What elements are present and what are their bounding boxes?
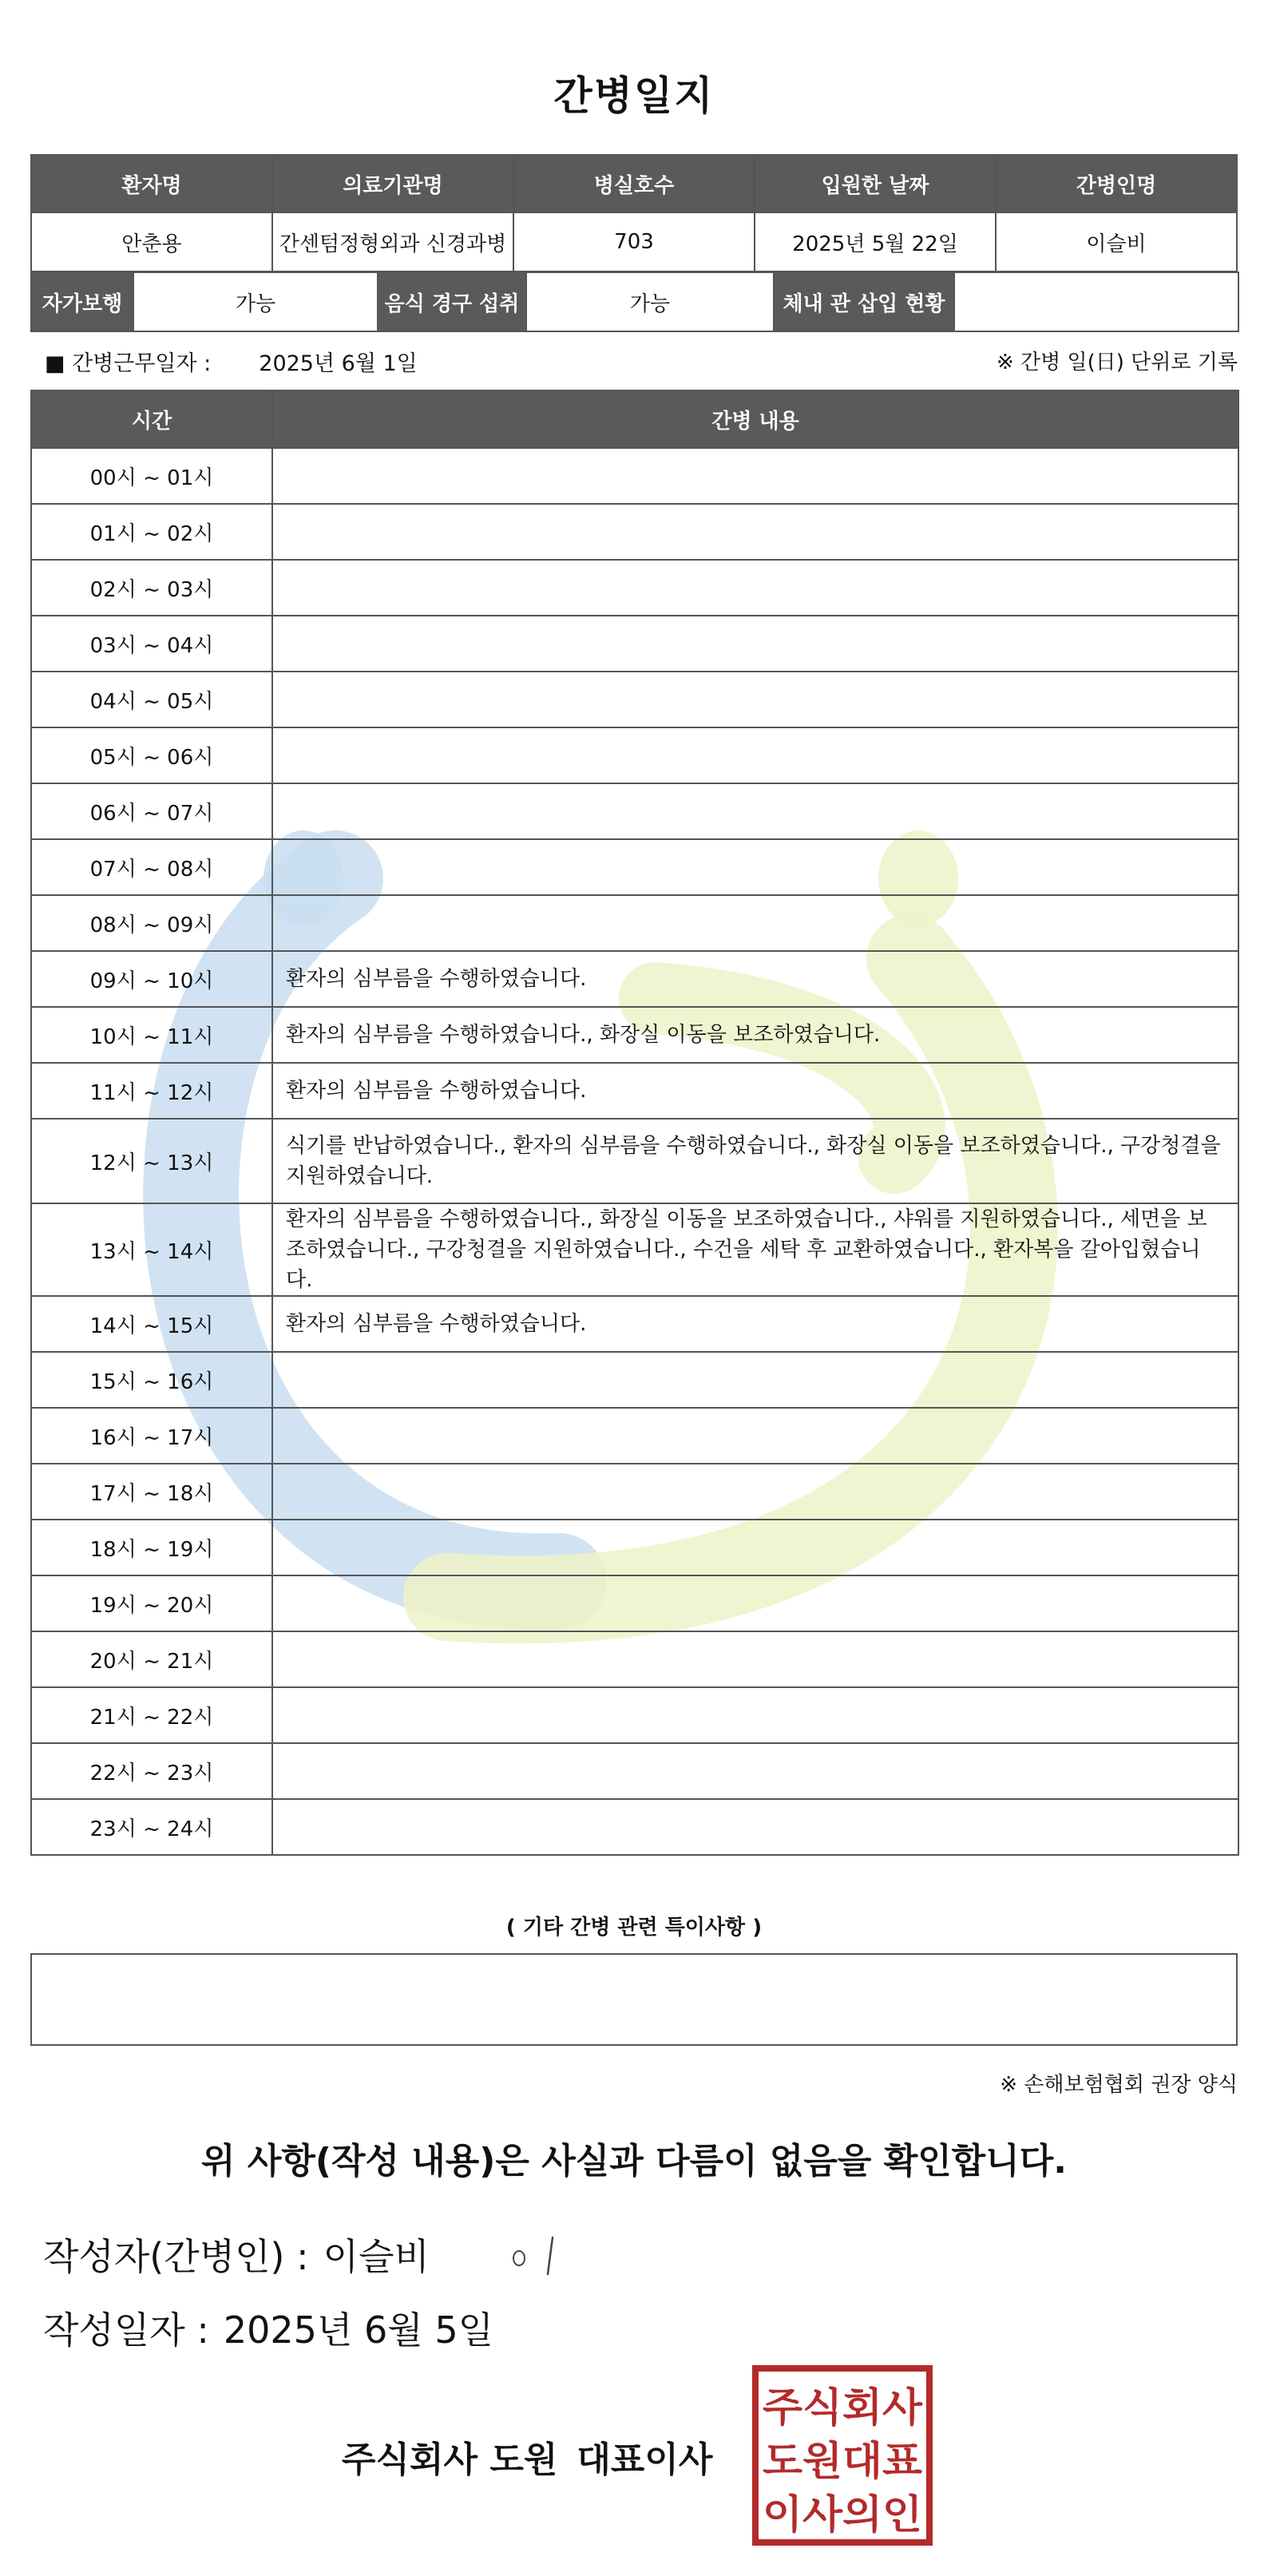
log-row [31,1296,1238,1352]
log-time: 04시 ~ 05시 [31,672,272,727]
written-date-row [43,2301,493,2354]
log-content: 환자의 심부름을 수행하였습니다. [272,951,1238,1007]
log-content [272,783,1238,839]
tube-value [954,272,1238,331]
log-header-time: 시간 [31,390,272,448]
confirmation-statement: 위 사항(작성 내용)은 사실과 다름이 없음을 확인합니다. [201,2141,1067,2182]
header-hospital-name: 의료기관명 [272,155,513,212]
log-content [272,1575,1238,1631]
patient-status-table [30,271,1239,332]
log-time: 21시 ~ 22시 [31,1687,272,1743]
log-row [31,1520,1238,1575]
log-content [272,1687,1238,1743]
log-content [272,560,1238,616]
log-content [272,672,1238,727]
work-date-value: 2025년 6월 1일 [259,351,418,376]
log-content: 환자의 심부름을 수행하였습니다., 화장실 이동을 보조하였습니다., 샤워를 지원하였습니다., 세면을 보조하였습니다., 구강청결을 지원하였습니다., 수건을 세탁 후 교환하였습니다., 환자복을 갈아입혔습니다. [272,1203,1238,1296]
remarks-box [30,1953,1238,2046]
patient-name: 안춘용 [31,212,272,271]
log-content [272,448,1238,504]
log-time: 18시 ~ 19시 [31,1520,272,1575]
log-content: 환자의 심부름을 수행하였습니다., 화장실 이동을 보조하였습니다. [272,1007,1238,1063]
log-time: 12시 ~ 13시 [31,1119,272,1203]
log-content: 환자의 심부름을 수행하였습니다. [272,1296,1238,1352]
company-line [342,2431,712,2482]
log-row [31,1203,1238,1296]
tube-label: 체내 관 삽입 현황 [774,272,954,331]
company-seal-stamp [752,2365,933,2546]
log-content [272,1464,1238,1520]
author-row [43,2228,430,2281]
log-row [31,1687,1238,1743]
log-row [31,1063,1238,1119]
log-row [31,672,1238,727]
log-time: 17시 ~ 18시 [31,1464,272,1520]
written-date-label: 작성일자 : [43,2308,209,2352]
care-log-body [31,448,1238,1855]
company-representative: 대표이사 [577,2439,713,2480]
log-time: 09시 ~ 10시 [31,951,272,1007]
walk-value: 가능 [133,272,378,331]
header-room-number: 병실호수 [513,155,755,212]
header-admission-date: 입원한 날짜 [755,155,996,212]
log-content: 식기를 반납하였습니다., 환자의 심부름을 수행하였습니다., 화장실 이동을 보조하였습니다., 구강청결을 지원하였습니다. [272,1119,1238,1203]
log-time: 00시 ~ 01시 [31,448,272,504]
admission-date: 2025년 5월 22일 [755,212,996,271]
company-name: 주식회사 도원 [342,2439,558,2480]
log-row [31,1631,1238,1687]
log-row [31,616,1238,672]
food-label: 음식 경구 섭취 [378,272,526,331]
log-time: 07시 ~ 08시 [31,839,272,895]
header-caregiver-name: 간병인명 [996,155,1237,212]
log-time: 15시 ~ 16시 [31,1352,272,1408]
log-time: 14시 ~ 15시 [31,1296,272,1352]
log-time: 20시 ~ 21시 [31,1631,272,1687]
log-row [31,951,1238,1007]
work-date-label: ■ 간병근무일자 : [45,351,212,376]
log-time: 01시 ~ 02시 [31,504,272,560]
log-content [272,727,1238,783]
food-value: 가능 [526,272,774,331]
log-row [31,839,1238,895]
log-time: 19시 ~ 20시 [31,1575,272,1631]
log-time: 16시 ~ 17시 [31,1408,272,1464]
log-content [272,504,1238,560]
log-row [31,1352,1238,1408]
log-row [31,560,1238,616]
log-time: 23시 ~ 24시 [31,1799,272,1855]
log-time: 02시 ~ 03시 [31,560,272,616]
seal-line-1: 주식회사 [763,2384,923,2431]
log-content [272,839,1238,895]
log-content: 환자의 심부름을 수행하였습니다. [272,1063,1238,1119]
written-date-value: 2025년 6월 5일 [223,2308,494,2352]
log-row [31,1743,1238,1799]
log-content [272,1520,1238,1575]
log-content [272,1799,1238,1855]
log-row [31,504,1238,560]
log-header-content: 간병 내용 [272,390,1238,448]
log-content [272,1743,1238,1799]
seal-line-2: 도원대표 [763,2438,923,2484]
hospital-name: 간센텀정형외과 신경과병 [272,212,513,271]
log-time: 10시 ~ 11시 [31,1007,272,1063]
walk-label: 자가보행 [31,272,133,331]
log-row [31,448,1238,504]
log-time: 13시 ~ 14시 [31,1203,272,1296]
log-content [272,1408,1238,1464]
page-title: 간병일지 [553,73,715,119]
log-row [31,1119,1238,1203]
care-log-table [30,390,1239,1856]
log-row [31,1408,1238,1464]
log-time: 22시 ~ 23시 [31,1743,272,1799]
author-label: 작성자(간병인) : [43,2235,309,2278]
log-content [272,616,1238,672]
log-row [31,1464,1238,1520]
author-value: 이슬비 [323,2235,430,2278]
work-date [45,346,418,377]
seal-line-3: 이사의인 [763,2491,922,2538]
log-row [31,1007,1238,1063]
log-row [31,1575,1238,1631]
log-time: 11시 ~ 12시 [31,1063,272,1119]
log-row [31,783,1238,839]
log-row [31,895,1238,951]
patient-info-table [30,154,1238,272]
log-time: 08시 ~ 09시 [31,895,272,951]
log-row [31,1799,1238,1855]
caregiver-name: 이슬비 [996,212,1237,271]
log-content [272,895,1238,951]
log-time: 05시 ~ 06시 [31,727,272,783]
remarks-title: ( 기타 간병 관련 특이사항 ) [505,1916,763,1940]
room-number: 703 [513,212,755,271]
log-content [272,1631,1238,1687]
header-patient-name: 환자명 [31,155,272,212]
handwritten-signature [503,2228,583,2284]
form-note: ※ 손해보험협회 권장 양식 [1000,2073,1238,2097]
log-content [272,1352,1238,1408]
daily-note: ※ 간병 일(日) 단위로 기록 [996,351,1238,375]
log-row [31,727,1238,783]
log-time: 06시 ~ 07시 [31,783,272,839]
log-time: 03시 ~ 04시 [31,616,272,672]
